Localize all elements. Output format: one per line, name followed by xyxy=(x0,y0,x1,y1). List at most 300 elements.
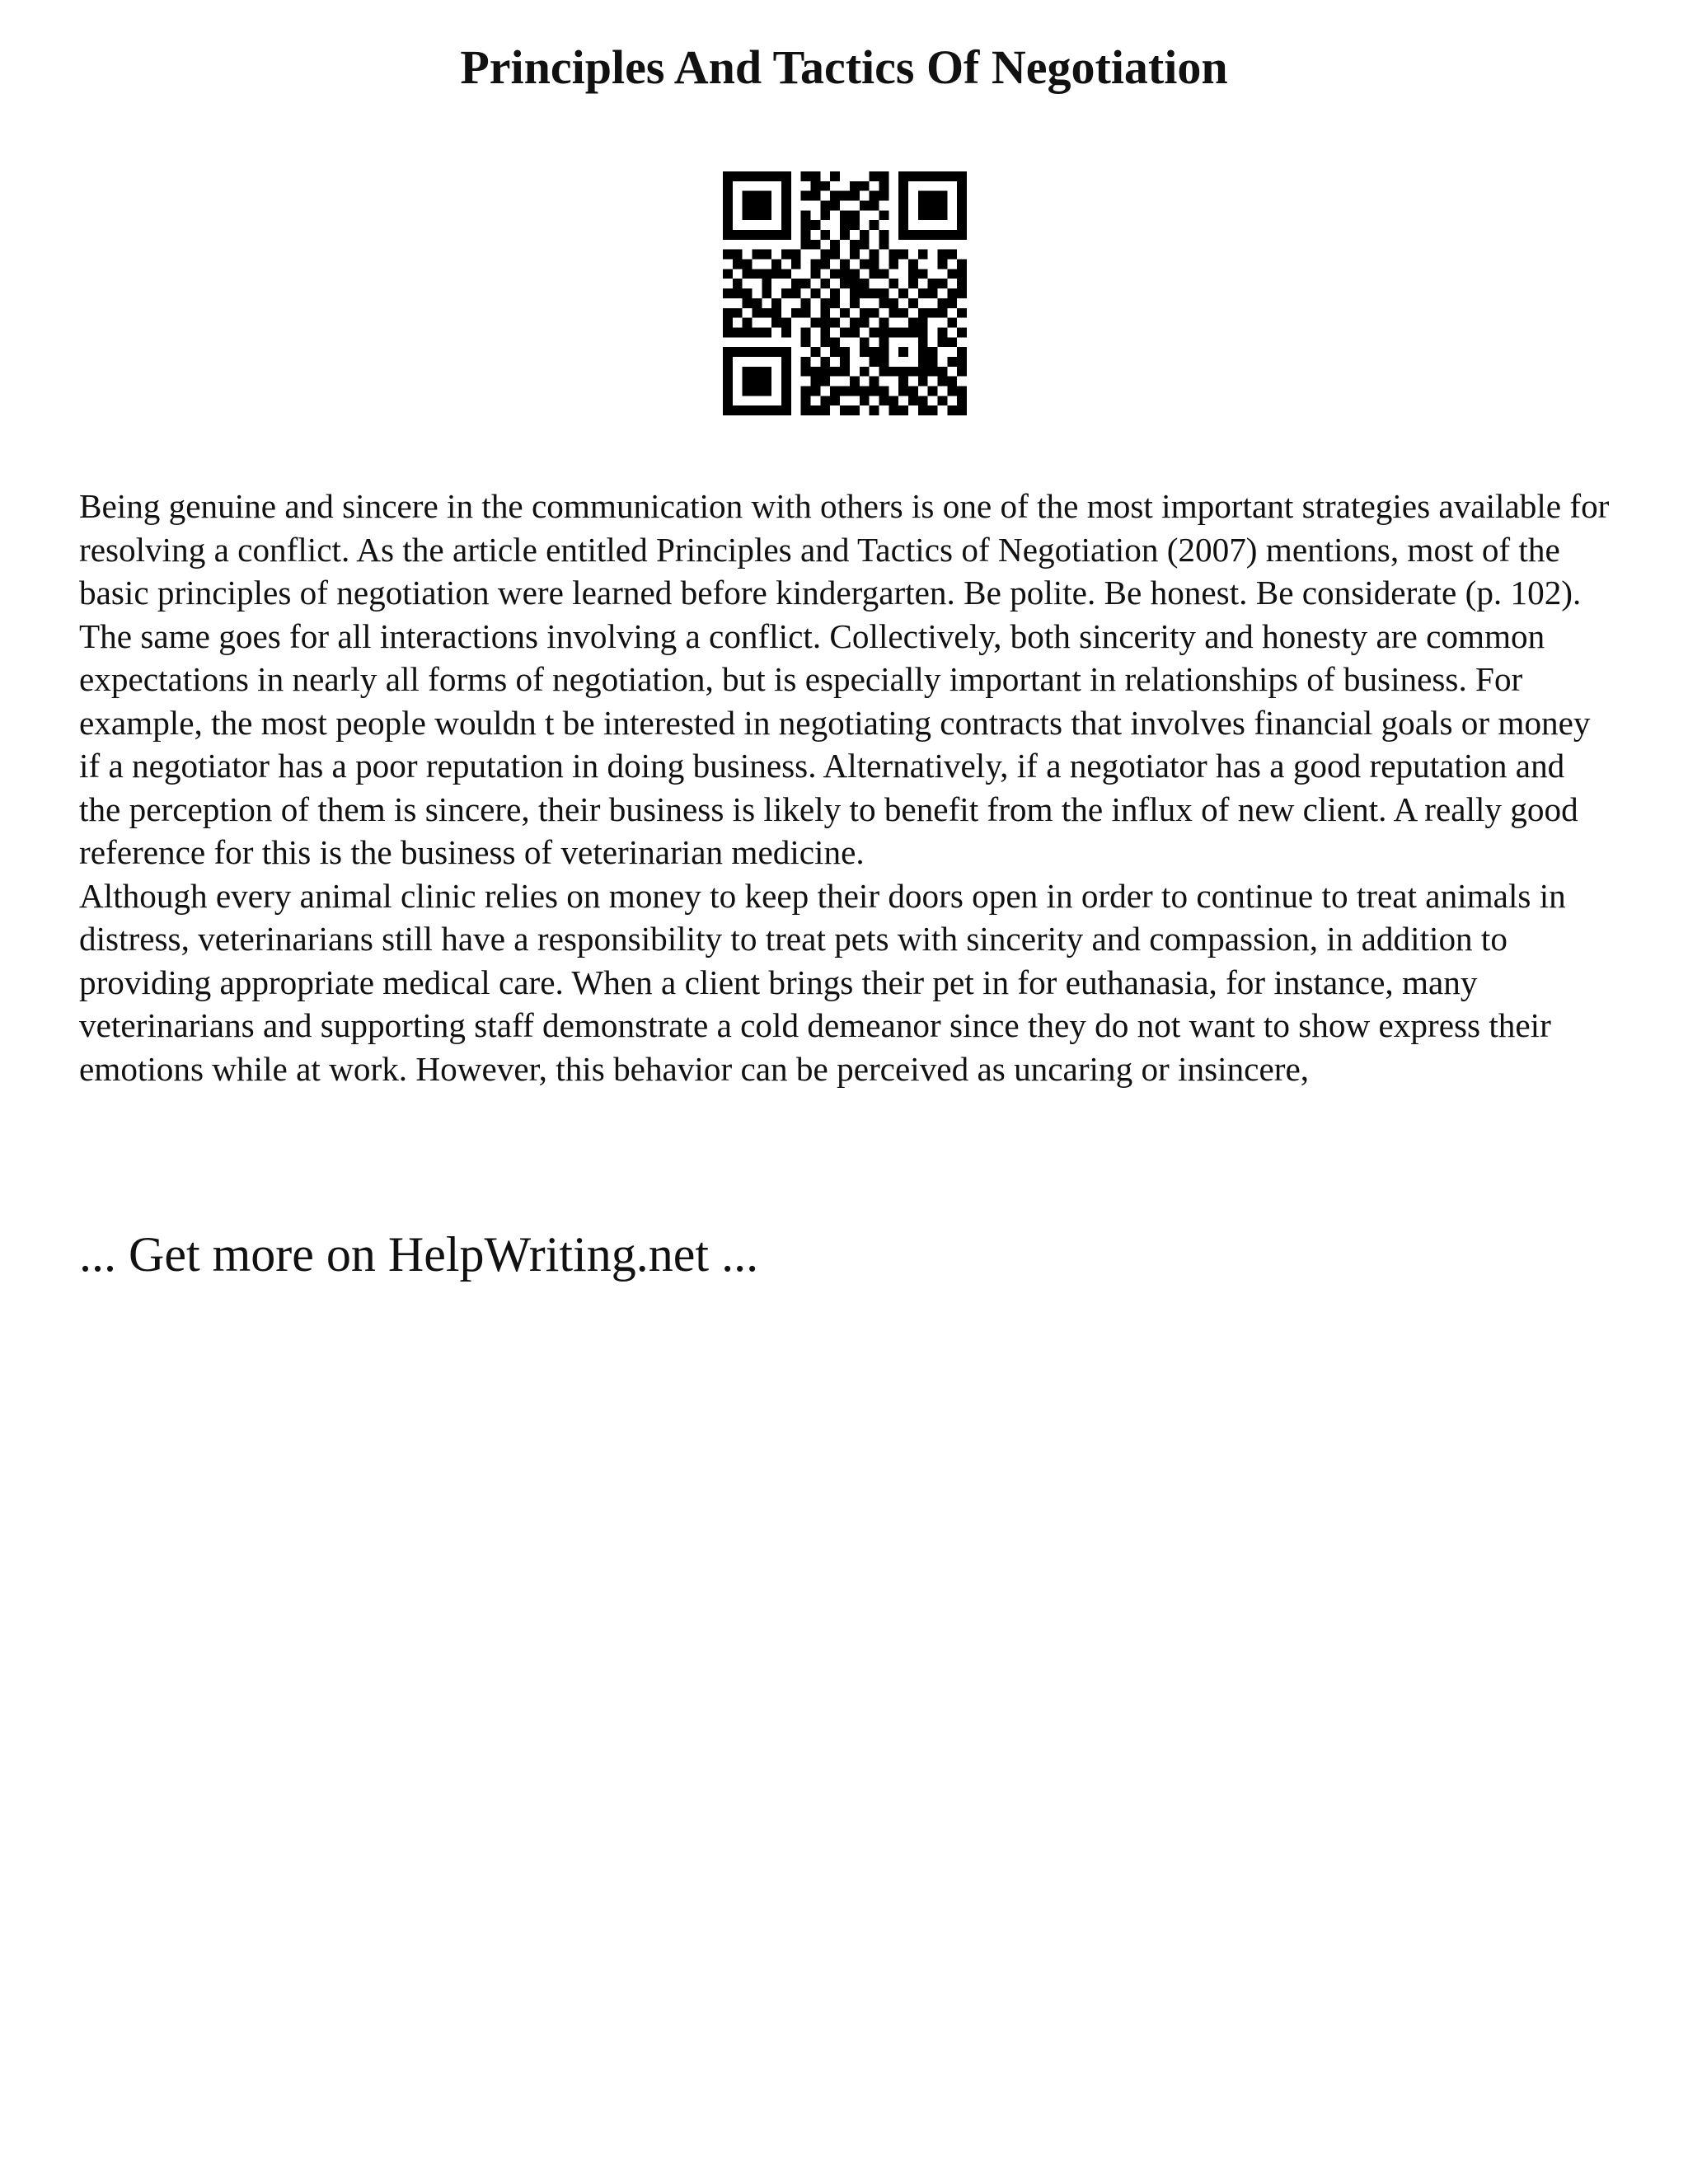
qr-module xyxy=(937,396,947,405)
qr-module xyxy=(918,327,928,337)
qr-module xyxy=(860,260,870,269)
qr-module xyxy=(947,377,957,387)
qr-module xyxy=(957,171,967,181)
qr-module xyxy=(723,377,733,387)
qr-module xyxy=(860,240,870,250)
qr-module xyxy=(762,347,771,357)
qr-module xyxy=(850,181,860,191)
qr-module xyxy=(733,288,743,298)
qr-module xyxy=(898,367,908,377)
qr-module xyxy=(928,210,938,220)
qr-module xyxy=(879,298,889,308)
qr-module xyxy=(928,347,938,357)
qr-module xyxy=(850,377,860,387)
qr-module xyxy=(840,210,850,220)
qr-module xyxy=(860,308,870,318)
qr-module xyxy=(811,405,821,415)
qr-module xyxy=(928,386,938,396)
qr-module xyxy=(791,288,801,298)
qr-module xyxy=(762,230,771,240)
qr-module xyxy=(830,396,840,405)
qr-module xyxy=(879,269,889,279)
qr-module xyxy=(781,396,791,405)
qr-module xyxy=(898,327,908,337)
qr-module xyxy=(947,171,957,181)
qr-module xyxy=(743,191,753,201)
qr-module xyxy=(781,327,791,337)
qr-module xyxy=(898,181,908,191)
qr-module xyxy=(870,201,879,211)
qr-module xyxy=(820,377,830,387)
qr-module xyxy=(928,405,938,415)
qr-module xyxy=(957,308,967,318)
qr-module xyxy=(811,377,821,387)
qr-module xyxy=(870,347,879,357)
qr-module xyxy=(957,357,967,367)
qr-module xyxy=(801,279,811,288)
qr-module xyxy=(723,181,733,191)
qr-module xyxy=(850,269,860,279)
qr-module xyxy=(889,298,898,308)
qr-module xyxy=(840,308,850,318)
qr-module xyxy=(850,386,860,396)
qr-module xyxy=(830,191,840,201)
qr-module xyxy=(957,396,967,405)
qr-module xyxy=(753,201,762,211)
qr-module xyxy=(723,347,733,357)
qr-module xyxy=(830,269,840,279)
qr-module xyxy=(879,288,889,298)
qr-module xyxy=(908,279,918,288)
qr-module xyxy=(762,367,771,377)
qr-module xyxy=(918,191,928,201)
qr-module xyxy=(840,357,850,367)
qr-module xyxy=(860,279,870,288)
qr-module xyxy=(898,308,908,318)
qr-module xyxy=(850,191,860,201)
get-more-link[interactable]: ... Get more on HelpWriting.net ... xyxy=(79,1227,759,1282)
qr-module xyxy=(830,240,840,250)
qr-module xyxy=(723,191,733,201)
qr-module xyxy=(957,181,967,191)
qr-module xyxy=(801,337,811,347)
qr-module xyxy=(860,288,870,298)
qr-module xyxy=(820,279,830,288)
qr-module xyxy=(879,191,889,201)
qr-module xyxy=(820,327,830,337)
qr-module xyxy=(850,210,860,220)
qr-module xyxy=(723,210,733,220)
qr-module xyxy=(928,201,938,211)
qr-module xyxy=(801,171,811,181)
qr-code-icon[interactable] xyxy=(723,171,967,415)
qr-module xyxy=(762,191,771,201)
qr-module xyxy=(908,260,918,269)
qr-module xyxy=(743,405,753,415)
qr-module xyxy=(918,405,928,415)
qr-module xyxy=(781,230,791,240)
qr-module xyxy=(753,367,762,377)
qr-module xyxy=(957,279,967,288)
qr-module xyxy=(733,250,743,260)
qr-module xyxy=(753,405,762,415)
qr-module xyxy=(762,201,771,211)
qr-module xyxy=(762,308,771,318)
qr-module xyxy=(771,318,781,328)
qr-module xyxy=(928,191,938,201)
qr-module xyxy=(820,298,830,308)
qr-module xyxy=(762,386,771,396)
qr-module xyxy=(918,269,928,279)
qr-module xyxy=(898,250,908,260)
qr-module xyxy=(820,260,830,269)
qr-module xyxy=(860,367,870,377)
qr-module xyxy=(937,171,947,181)
qr-module xyxy=(918,288,928,298)
qr-module xyxy=(811,318,821,328)
qr-module xyxy=(771,347,781,357)
qr-module xyxy=(850,288,860,298)
qr-module xyxy=(957,201,967,211)
qr-module xyxy=(918,318,928,328)
qr-module xyxy=(743,318,753,328)
qr-module xyxy=(830,201,840,211)
qr-module xyxy=(870,288,879,298)
qr-module xyxy=(898,386,908,396)
qr-module xyxy=(937,308,947,318)
qr-module xyxy=(811,260,821,269)
qr-module xyxy=(957,210,967,220)
qr-module xyxy=(801,396,811,405)
qr-module xyxy=(830,386,840,396)
qr-module xyxy=(801,230,811,240)
qr-module xyxy=(870,220,879,230)
qr-module xyxy=(889,367,898,377)
qr-module xyxy=(753,386,762,396)
qr-module xyxy=(879,318,889,328)
qr-module xyxy=(870,171,879,181)
qr-module xyxy=(771,308,781,318)
qr-module xyxy=(840,220,850,230)
qr-module xyxy=(781,367,791,377)
qr-module xyxy=(840,347,850,357)
qr-module xyxy=(947,230,957,240)
qr-module xyxy=(830,250,840,260)
qr-module xyxy=(850,220,860,230)
qr-module xyxy=(771,171,781,181)
qr-module xyxy=(820,337,830,347)
qr-module xyxy=(937,377,947,387)
qr-module xyxy=(762,210,771,220)
qr-module xyxy=(723,396,733,405)
qr-module xyxy=(898,210,908,220)
qr-module xyxy=(811,269,821,279)
qr-module xyxy=(781,269,791,279)
qr-module xyxy=(801,210,811,220)
qr-module xyxy=(753,210,762,220)
qr-module xyxy=(937,337,947,347)
qr-module xyxy=(820,405,830,415)
qr-module xyxy=(801,308,811,318)
qr-module xyxy=(947,357,957,367)
qr-module xyxy=(811,288,821,298)
qr-module xyxy=(753,347,762,357)
qr-module xyxy=(723,405,733,415)
qr-module xyxy=(870,250,879,260)
qr-module xyxy=(820,201,830,211)
qr-module xyxy=(723,220,733,230)
qr-module xyxy=(928,357,938,367)
qr-module xyxy=(762,171,771,181)
qr-module xyxy=(743,210,753,220)
qr-module xyxy=(870,327,879,337)
qr-module xyxy=(791,260,801,269)
qr-module xyxy=(918,250,928,260)
qr-module xyxy=(820,210,830,220)
document-title: Principles And Tactics Of Negotiation xyxy=(460,40,1228,94)
qr-module xyxy=(753,269,762,279)
qr-module xyxy=(908,386,918,396)
qr-module xyxy=(733,230,743,240)
qr-module xyxy=(957,347,967,357)
qr-module xyxy=(889,260,898,269)
qr-module xyxy=(957,230,967,240)
qr-module xyxy=(860,396,870,405)
qr-module xyxy=(879,357,889,367)
qr-module xyxy=(889,308,898,318)
qr-module xyxy=(743,386,753,396)
qr-module xyxy=(889,327,898,337)
qr-module xyxy=(840,327,850,337)
qr-module xyxy=(898,230,908,240)
qr-module xyxy=(937,191,947,201)
qr-module xyxy=(820,308,830,318)
qr-module xyxy=(918,308,928,318)
qr-module xyxy=(937,250,947,260)
qr-module xyxy=(840,367,850,377)
qr-module xyxy=(753,230,762,240)
qr-module xyxy=(723,327,733,337)
qr-module xyxy=(898,171,908,181)
qr-module xyxy=(743,367,753,377)
qr-module xyxy=(918,367,928,377)
qr-module xyxy=(733,347,743,357)
qr-module xyxy=(850,298,860,308)
paragraph-2: Although every animal clinic relies on money to keep their doors open in order to continue to treat animals in distress, veterinarians still have a responsibility to treat pets with sincerity and compassion, in addition to providing appropriate medical care. When a client brings their pet in for euthanasia, for instance, many veterinarians and supporting staff demonstrate a cold demeanor since they do not want to show express their emotions while at work. However, this behavior can be perceived as uncaring or insincere, xyxy=(79,876,1566,1088)
qr-module xyxy=(840,386,850,396)
qr-module xyxy=(830,337,840,347)
qr-code-graphic xyxy=(723,171,967,415)
qr-module xyxy=(830,171,840,181)
paragraph-1: Being genuine and sincere in the communication with others is one of the most important strategies available for resolving a conflict. As the article entitled Principles and Tactics of Negotiation (2007) mentions, most of the basic principles of negotiation were learned before kindergarten. Be polite. Be honest. Be considerate (p. 102). The same goes for all interactions involving a conflict. Collectively, both sincerity and honesty are common expectations in nearly all forms of negotiation, but is especially important in relationships of business. For example, the most people wouldn t be interested in negotiating contracts that involves financial goals or money if a negotiator has a poor reputation in doing business. Alternatively, if a negotiator has a good reputation and the perception of them is sincere, their business is likely to benefit from the influx of new client. A really good reference for this is the business of veterinarian medicine. xyxy=(79,487,1610,871)
qr-module xyxy=(860,181,870,191)
qr-module xyxy=(840,405,850,415)
qr-module xyxy=(947,337,957,347)
qr-module xyxy=(850,405,860,415)
qr-module xyxy=(762,279,771,288)
qr-module xyxy=(908,298,918,308)
qr-module xyxy=(850,318,860,328)
qr-module xyxy=(937,279,947,288)
qr-module xyxy=(781,250,791,260)
qr-module xyxy=(870,386,879,396)
qr-module xyxy=(781,210,791,220)
qr-module xyxy=(870,405,879,415)
qr-module xyxy=(723,171,733,181)
qr-module xyxy=(937,260,947,269)
qr-module xyxy=(830,347,840,357)
qr-module xyxy=(762,250,771,260)
qr-module xyxy=(879,337,889,347)
qr-module xyxy=(781,171,791,181)
qr-module xyxy=(811,367,821,377)
qr-module xyxy=(820,367,830,377)
qr-module xyxy=(879,181,889,191)
qr-module xyxy=(801,327,811,337)
qr-module xyxy=(928,288,938,298)
qr-module xyxy=(781,181,791,191)
qr-module xyxy=(723,250,733,260)
qr-module xyxy=(771,269,781,279)
qr-module xyxy=(753,298,762,308)
qr-module xyxy=(898,220,908,230)
qr-module xyxy=(879,386,889,396)
article-body xyxy=(79,485,1614,1090)
qr-module xyxy=(898,377,908,387)
qr-module xyxy=(723,269,733,279)
qr-module xyxy=(801,357,811,367)
qr-module xyxy=(908,230,918,240)
qr-module xyxy=(898,201,908,211)
qr-module xyxy=(850,250,860,260)
qr-module xyxy=(801,240,811,250)
qr-module xyxy=(937,298,947,308)
qr-module xyxy=(918,347,928,357)
qr-module xyxy=(743,230,753,240)
qr-module xyxy=(791,279,801,288)
qr-module xyxy=(957,327,967,337)
qr-module xyxy=(753,327,762,337)
qr-module xyxy=(898,191,908,201)
qr-module xyxy=(860,337,870,347)
qr-module xyxy=(908,318,918,328)
qr-module xyxy=(879,327,889,337)
qr-module xyxy=(889,250,898,260)
qr-module xyxy=(918,210,928,220)
qr-module xyxy=(860,347,870,357)
qr-module xyxy=(811,191,821,201)
qr-module xyxy=(918,230,928,240)
qr-module xyxy=(791,308,801,318)
qr-module xyxy=(889,279,898,288)
qr-module xyxy=(753,171,762,181)
qr-module xyxy=(820,230,830,240)
qr-module xyxy=(723,230,733,240)
qr-module xyxy=(801,191,811,201)
qr-module xyxy=(801,367,811,377)
qr-module xyxy=(879,396,889,405)
qr-module xyxy=(928,308,938,318)
qr-module xyxy=(918,357,928,367)
qr-module xyxy=(733,260,743,269)
qr-module xyxy=(743,269,753,279)
qr-module xyxy=(860,318,870,328)
qr-module xyxy=(811,386,821,396)
qr-module xyxy=(870,269,879,279)
qr-module xyxy=(928,171,938,181)
qr-module xyxy=(937,230,947,240)
qr-module xyxy=(860,230,870,240)
qr-module xyxy=(908,269,918,279)
qr-module xyxy=(753,191,762,201)
qr-module xyxy=(801,405,811,415)
qr-module xyxy=(801,386,811,396)
qr-module xyxy=(743,260,753,269)
qr-module xyxy=(830,318,840,328)
qr-module xyxy=(947,318,957,328)
qr-module xyxy=(771,405,781,415)
qr-module xyxy=(957,260,967,269)
qr-module xyxy=(947,269,957,279)
qr-module xyxy=(879,171,889,181)
qr-module xyxy=(791,250,801,260)
qr-module xyxy=(957,288,967,298)
qr-module xyxy=(781,288,791,298)
qr-module xyxy=(830,298,840,308)
qr-module xyxy=(781,191,791,201)
qr-module xyxy=(820,357,830,367)
qr-module xyxy=(918,337,928,347)
qr-module xyxy=(879,240,889,250)
qr-module xyxy=(879,367,889,377)
qr-module xyxy=(820,250,830,260)
qr-module xyxy=(781,386,791,396)
qr-module xyxy=(820,318,830,328)
qr-module xyxy=(879,230,889,240)
qr-module xyxy=(733,308,743,318)
qr-module xyxy=(937,367,947,377)
qr-module xyxy=(850,279,860,288)
qr-module xyxy=(908,171,918,181)
qr-module xyxy=(908,327,918,337)
qr-module xyxy=(733,279,743,288)
qr-module xyxy=(811,347,821,357)
qr-module xyxy=(733,171,743,181)
qr-module xyxy=(957,405,967,415)
qr-module xyxy=(928,230,938,240)
qr-module xyxy=(743,347,753,357)
qr-module xyxy=(743,377,753,387)
qr-module xyxy=(957,386,967,396)
qr-module xyxy=(801,298,811,308)
qr-module xyxy=(898,347,908,357)
qr-module xyxy=(753,308,762,318)
qr-module xyxy=(889,396,898,405)
qr-module xyxy=(947,405,957,415)
qr-module xyxy=(870,308,879,318)
qr-module xyxy=(830,288,840,298)
qr-module xyxy=(771,298,781,308)
qr-module xyxy=(723,318,733,328)
qr-module xyxy=(781,318,791,328)
qr-module xyxy=(743,288,753,298)
qr-module xyxy=(918,396,928,405)
qr-module xyxy=(811,240,821,250)
qr-module xyxy=(723,357,733,367)
qr-module xyxy=(889,405,898,415)
qr-module xyxy=(918,377,928,387)
qr-module xyxy=(733,405,743,415)
